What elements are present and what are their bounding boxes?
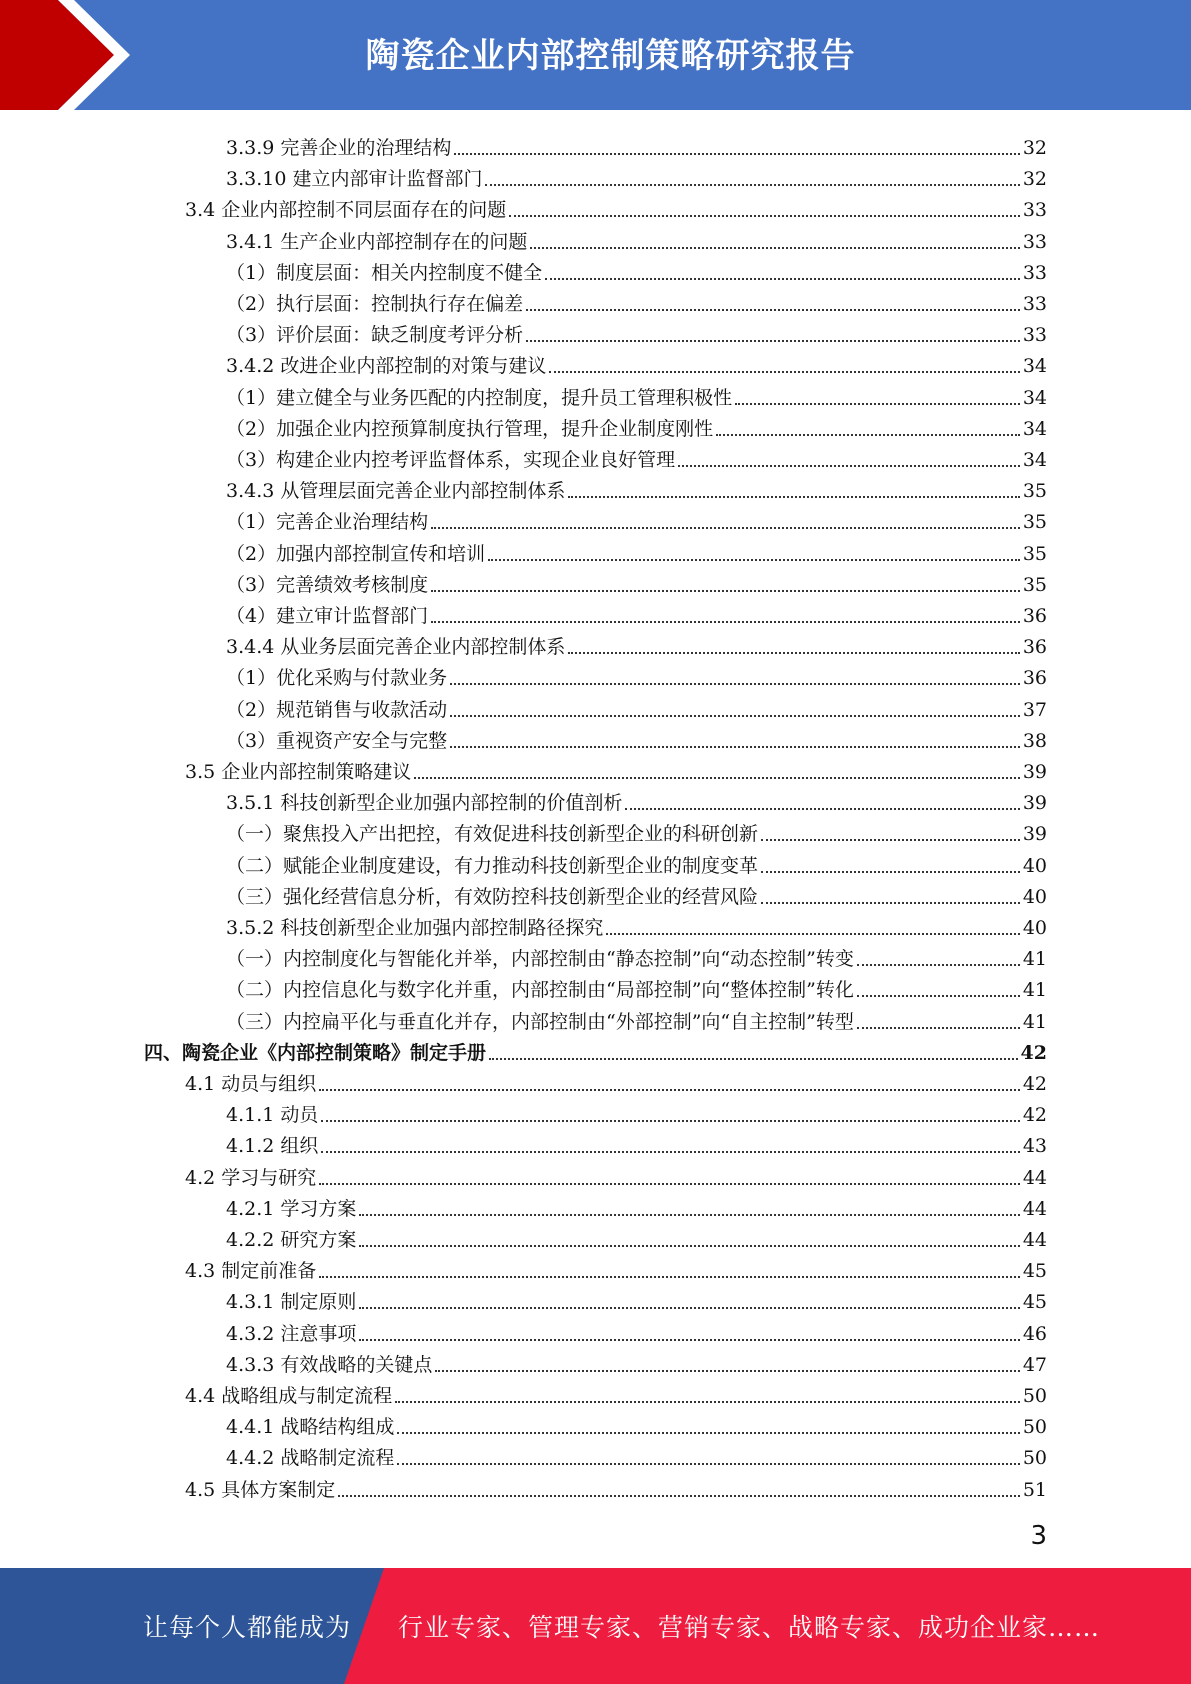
toc-entry-title: 3.4.1 生产企业内部控制存在的问题 (226, 230, 528, 253)
toc-entry[interactable] (226, 1003, 1047, 1034)
toc-entry[interactable] (226, 410, 1047, 441)
toc-entry[interactable] (226, 628, 1047, 659)
toc-entry-page: 36 (1022, 605, 1047, 627)
toc-entry-title: （3）重视资产安全与完整 (226, 729, 448, 752)
toc-dot-leader (857, 995, 1020, 997)
toc-entry-title: （一）聚焦投入产出把控，有效促进科技创新型企业的科研创新 (226, 823, 759, 846)
toc-entry-title: 3.4 企业内部控制不同层面存在的问题 (185, 199, 507, 222)
toc-entry[interactable] (226, 441, 1047, 472)
toc-entry-title: 4.2.1 学习方案 (226, 1197, 357, 1220)
toc-entry[interactable] (185, 191, 1047, 222)
toc-entry[interactable] (226, 503, 1047, 534)
toc-entry[interactable] (226, 597, 1047, 628)
toc-entry-title: 3.3.9 完善企业的治理结构 (226, 137, 452, 159)
toc-dot-leader (414, 777, 1020, 779)
toc-entry[interactable] (226, 316, 1047, 347)
toc-dot-leader (761, 871, 1020, 873)
toc-entry[interactable] (226, 1315, 1047, 1346)
toc-entry-title: 4.1.2 组织 (226, 1135, 319, 1158)
toc-entry-title: 3.5.1 科技创新型企业加强内部控制的价值剖析 (226, 792, 623, 815)
toc-dot-leader (530, 247, 1019, 249)
toc-entry-page: 33 (1022, 324, 1047, 347)
toc-dot-leader (735, 403, 1020, 405)
toc-entry-title: （2）规范销售与收款活动 (226, 698, 448, 721)
toc-entry-title: 四、陶瓷企业《内部控制策略》制定手册 (144, 1041, 487, 1064)
toc-dot-leader (545, 278, 1020, 280)
toc-entry-page: 35 (1022, 480, 1047, 503)
toc-dot-leader (359, 1307, 1019, 1309)
toc-entry-title: （一）内控制度化与智能化并举，内部控制由“静态控制”向“动态控制”转变 (226, 948, 854, 971)
toc-dot-leader (450, 683, 1020, 685)
toc-entry[interactable] (226, 1439, 1047, 1470)
toc-entry[interactable] (226, 160, 1047, 191)
toc-entry-title: 3.3.10 建立内部审计监督部门 (226, 168, 483, 191)
toc-entry-title: 4.4.2 战略制定流程 (226, 1447, 395, 1470)
toc-entry-page: 35 (1022, 573, 1047, 596)
toc-dot-leader (454, 153, 1019, 155)
toc-entry[interactable] (185, 753, 1047, 784)
toc-entry-page: 39 (1022, 792, 1047, 815)
toc-entry-title: （3）评价层面：缺乏制度考评分析 (226, 324, 524, 347)
toc-entry-title: 4.5 具体方案制定 (185, 1478, 336, 1501)
toc-entry-title: 4.2.2 研究方案 (226, 1229, 357, 1251)
toc-entry-page: 38 (1022, 729, 1047, 752)
toc-entry-title: （4）建立审计监督部门 (226, 605, 429, 627)
toc-entry-title: 3.4.3 从管理层面完善企业内部控制体系 (226, 480, 566, 503)
toc-dot-leader (435, 1370, 1019, 1372)
toc-dot-leader (359, 1339, 1019, 1341)
toc-entry-title: （1）优化采购与付款业务 (226, 667, 448, 690)
toc-entry-title: （三）强化经营信息分析，有效防控科技创新型企业的经营风险 (226, 885, 759, 908)
toc-entry-page: 33 (1022, 230, 1047, 253)
toc-dot-leader (568, 496, 1019, 498)
toc-entry[interactable] (226, 847, 1047, 878)
toc-dot-leader (489, 1058, 1018, 1060)
toc-entry-page: 41 (1022, 979, 1047, 1002)
toc-dot-leader (431, 590, 1020, 592)
toc-entry[interactable] (226, 1283, 1047, 1314)
toc-entry-title: 4.1.1 动员 (226, 1104, 319, 1127)
toc-entry[interactable] (226, 1346, 1047, 1377)
toc-entry-title: （3）完善绩效考核制度 (226, 573, 429, 596)
toc-entry-title: 3.5 企业内部控制策略建议 (185, 761, 412, 783)
toc-dot-leader (549, 371, 1019, 373)
toc-entry-page: 50 (1022, 1385, 1047, 1407)
toc-dot-leader (716, 434, 1020, 436)
toc-dot-leader (857, 1027, 1020, 1029)
toc-entry[interactable] (226, 722, 1047, 753)
toc-entry-page: 44 (1022, 1166, 1047, 1189)
toc-dot-leader (857, 964, 1020, 966)
toc-dot-leader (397, 1463, 1019, 1465)
toc-dot-leader (319, 1276, 1020, 1278)
toc-entry-title: （3）构建企业内控考评监督体系，实现企业良好管理 (226, 449, 676, 471)
toc-dot-leader (509, 215, 1020, 217)
toc-entry-title: 4.4 战略组成与制定流程 (185, 1385, 393, 1407)
toc-entry-page: 37 (1022, 698, 1047, 721)
toc-dot-leader (397, 1432, 1019, 1434)
toc-entry[interactable] (226, 691, 1047, 722)
toc-entry-page: 42 (1020, 1041, 1047, 1064)
toc-entry[interactable] (226, 254, 1047, 285)
toc-entry[interactable] (226, 784, 1047, 815)
toc-entry-page: 43 (1022, 1135, 1047, 1158)
toc-entry[interactable] (226, 535, 1047, 566)
toc-dot-leader (319, 1183, 1020, 1185)
toc-entry-page: 36 (1022, 667, 1047, 690)
toc-entry-title: 4.3.2 注意事项 (226, 1322, 357, 1345)
toc-entry-page: 41 (1022, 948, 1047, 971)
toc-entry-page: 33 (1022, 199, 1047, 222)
toc-dot-leader (431, 621, 1020, 623)
toc-entry-title: （2）加强企业内控预算制度执行管理，提升企业制度刚性 (226, 417, 714, 440)
toc-dot-leader (395, 1401, 1020, 1403)
toc-entry[interactable] (185, 1065, 1047, 1096)
footer-roles: 行业专家、管理专家、营销专家、战略专家、成功企业家…… (398, 1613, 1101, 1642)
toc-dot-leader (359, 1214, 1019, 1216)
toc-dot-leader (761, 839, 1020, 841)
toc-entry-title: 3.5.2 科技创新型企业加强内部控制路径探究 (226, 917, 604, 939)
toc-entry-title: （二）内控信息化与数字化并重，内部控制由“局部控制”向“整体控制”转化 (226, 979, 854, 1002)
toc-dot-leader (526, 340, 1020, 342)
toc-entry[interactable] (185, 1252, 1047, 1283)
toc-entry-page: 51 (1022, 1478, 1047, 1501)
toc-entry[interactable] (185, 1471, 1047, 1502)
toc-entry-page: 35 (1022, 511, 1047, 534)
toc-entry-page: 33 (1022, 293, 1047, 315)
toc-entry-page: 44 (1022, 1197, 1047, 1220)
toc-entry-page: 40 (1022, 885, 1047, 908)
toc-dot-leader (321, 1151, 1019, 1153)
toc-dot-leader (568, 652, 1019, 654)
toc-entry-page: 44 (1022, 1229, 1047, 1251)
toc-entry-title: （1）建立健全与业务匹配的内控制度，提升员工管理积极性 (226, 386, 733, 409)
toc-dot-leader (431, 527, 1020, 529)
toc-entry-page: 46 (1022, 1322, 1047, 1345)
toc-dot-leader (678, 465, 1020, 467)
toc-entry-page: 36 (1022, 636, 1047, 659)
toc-entry-page: 39 (1022, 761, 1047, 783)
toc-entry[interactable] (226, 1190, 1047, 1221)
toc-entry-page: 45 (1022, 1291, 1047, 1314)
toc-entry-page: 32 (1022, 168, 1047, 191)
toc-entry-page: 34 (1022, 355, 1047, 378)
toc-entry[interactable] (226, 129, 1047, 160)
toc-entry-title: （1）完善企业治理结构 (226, 511, 429, 534)
toc-dot-leader (526, 309, 1020, 311)
toc-entry[interactable] (185, 1377, 1047, 1408)
toc-entry-page: 50 (1022, 1416, 1047, 1439)
toc-entry-title: （2）加强内部控制宣传和培训 (226, 542, 486, 565)
toc-entry-page: 42 (1022, 1073, 1047, 1095)
toc-entry[interactable] (226, 909, 1047, 940)
toc-dot-leader (450, 746, 1020, 748)
toc-entry[interactable] (226, 379, 1047, 410)
toc-entry[interactable] (226, 1127, 1047, 1158)
toc-entry-page: 41 (1022, 1010, 1047, 1033)
toc-entry-page: 32 (1022, 137, 1047, 159)
toc-dot-leader (606, 933, 1019, 935)
toc-entry-page: 45 (1022, 1260, 1047, 1283)
toc-entry-page: 34 (1022, 449, 1047, 471)
toc-entry[interactable] (226, 1096, 1047, 1127)
toc-entry-title: 3.4.4 从业务层面完善企业内部控制体系 (226, 636, 566, 659)
toc-entry[interactable] (226, 1408, 1047, 1439)
toc-entry[interactable] (226, 878, 1047, 909)
toc-entry-title: （二）赋能企业制度建设，有力推动科技创新型企业的制度变革 (226, 854, 759, 877)
toc-entry-page: 34 (1022, 417, 1047, 440)
page-number: 3 (1030, 1521, 1047, 1551)
toc-dot-leader (359, 1245, 1019, 1247)
toc-entry[interactable] (226, 940, 1047, 971)
toc-entry-page: 34 (1022, 386, 1047, 409)
toc-entry-title: 4.4.1 战略结构组成 (226, 1416, 395, 1439)
toc-entry-title: 4.3 制定前准备 (185, 1260, 317, 1283)
toc-entry-title: （1）制度层面：相关内控制度不健全 (226, 261, 543, 284)
toc-entry-page: 33 (1022, 261, 1047, 284)
toc-entry-page: 47 (1022, 1353, 1047, 1376)
document-title: 陶瓷企业内部控制策略研究报告 (365, 36, 856, 76)
toc-entry[interactable] (226, 347, 1047, 378)
toc-entry-page: 40 (1022, 854, 1047, 877)
toc-entry[interactable] (226, 285, 1047, 316)
toc-entry[interactable] (226, 223, 1047, 254)
toc-dot-leader (321, 1120, 1019, 1122)
toc-entry-title: 3.4.2 改进企业内部控制的对策与建议 (226, 355, 547, 378)
toc-entry[interactable] (226, 815, 1047, 846)
toc-entry-page: 39 (1022, 823, 1047, 846)
toc-entry-page: 50 (1022, 1447, 1047, 1470)
toc-dot-leader (488, 559, 1020, 561)
toc-entry[interactable] (226, 971, 1047, 1002)
toc-dot-leader (761, 902, 1020, 904)
toc-entry[interactable] (226, 472, 1047, 503)
toc-dot-leader (625, 808, 1019, 810)
page-header (0, 0, 1191, 110)
footer-slogan: 让每个人都能成为 (143, 1613, 352, 1642)
toc-entry-title: （2）执行层面：控制执行存在偏差 (226, 293, 524, 315)
toc-dot-leader (485, 184, 1019, 186)
toc-entry[interactable] (226, 659, 1047, 690)
toc-entry-title: （三）内控扁平化与垂直化并存，内部控制由“外部控制”向“自主控制”转型 (226, 1010, 854, 1033)
toc-entry-page: 35 (1022, 542, 1047, 565)
toc-entry-title: 4.1 动员与组织 (185, 1073, 317, 1095)
toc-dot-leader (319, 1089, 1020, 1091)
toc-entry-page: 42 (1022, 1104, 1047, 1127)
toc-entry-page: 40 (1022, 917, 1047, 939)
toc-entry[interactable] (185, 1159, 1047, 1190)
page-footer (0, 1568, 1191, 1684)
toc-entry[interactable] (226, 1221, 1047, 1252)
toc-dot-leader (338, 1495, 1020, 1497)
toc-entry-title: 4.3.3 有效战略的关键点 (226, 1353, 433, 1376)
toc-entry[interactable] (144, 1034, 1047, 1065)
toc-entry[interactable] (226, 566, 1047, 597)
toc-entry-title: 4.3.1 制定原则 (226, 1291, 357, 1314)
toc-entry-title: 4.2 学习与研究 (185, 1166, 317, 1189)
toc-dot-leader (450, 715, 1020, 717)
